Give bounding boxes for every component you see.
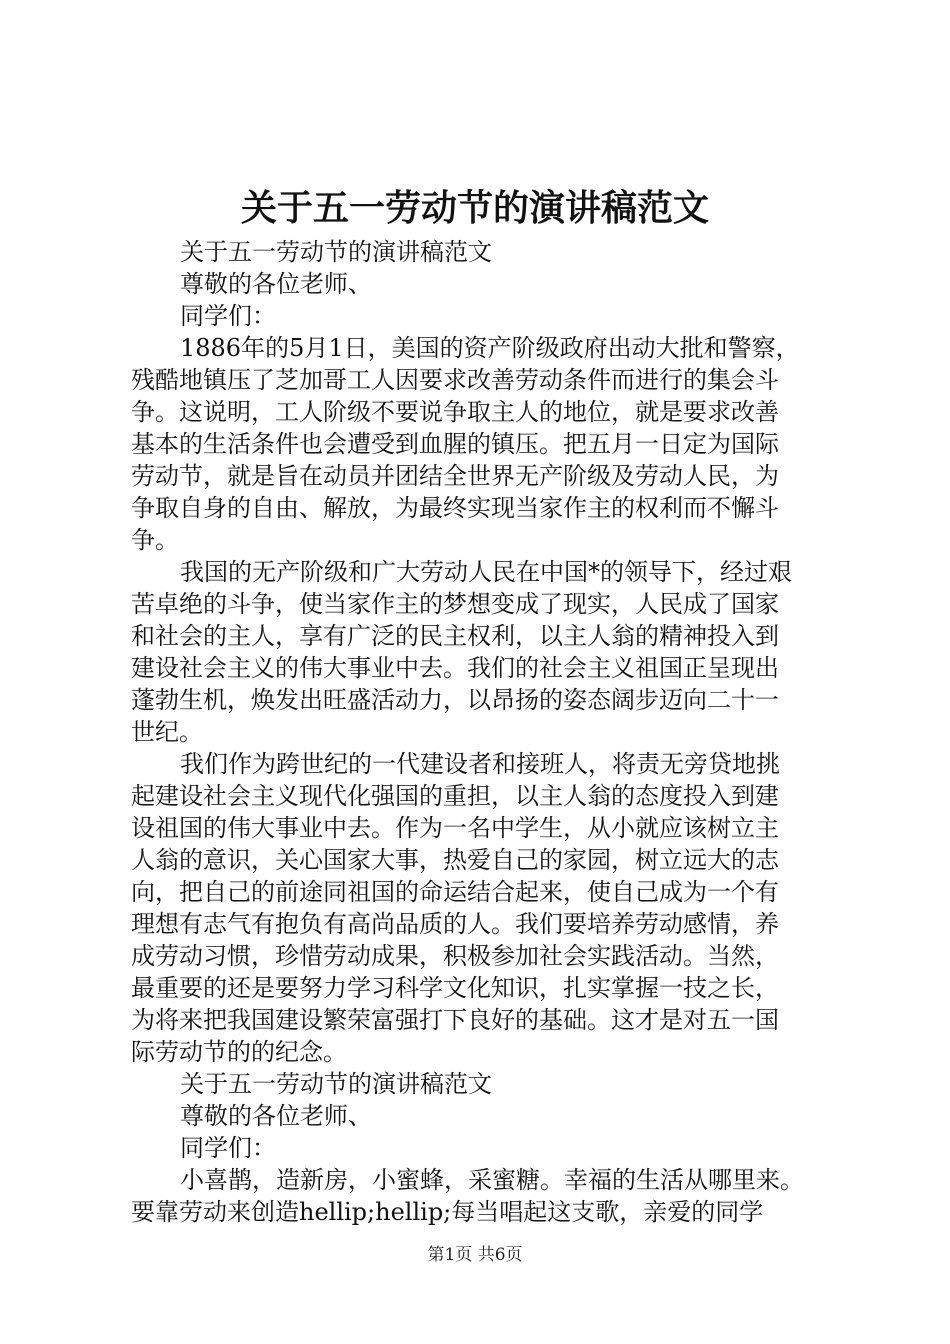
text-line: 我国的无产阶级和广大劳动人民在中国*的领导下，经过艰 [180,558,792,586]
text-line: 关于五一劳动节的演讲稿范文 [180,238,492,266]
text-line: 劳动节，就是旨在动员并团结全世界无产阶级及劳动人民，为 [131,462,779,490]
text-line: 1886年的5月1日，美国的资产阶级政府出动大批和警察， [180,334,800,362]
text-line: 最重要的还是要努力学习科学文化知识，扎实掌握一技之长， [131,974,779,1002]
text-line: 建设社会主义的伟大事业中去。我们的社会主义祖国正呈现出 [131,654,779,682]
text-line: 起建设社会主义现代化强国的重担，以主人翁的态度投入到建 [131,782,779,810]
text-line: 人翁的意识，关心国家大事，热爱自己的家园，树立远大的志 [131,846,779,874]
document-title: 关于五一劳动节的演讲稿范文 [240,187,709,229]
text-line: 争。 [131,526,179,554]
text-line: 小喜鹊，造新房，小蜜蜂，采蜜糖。幸福的生活从哪里来。 [180,1166,804,1194]
text-line: 关于五一劳动节的演讲稿范文 [180,1070,492,1098]
document-body [131,236,831,1228]
text-line: 我们作为跨世纪的一代建设者和接班人，将责无旁贷地挑 [180,750,780,778]
text-line: 成劳动习惯，珍惜劳动成果，积极参加社会实践活动。当然， [131,942,779,970]
text-line: 同学们： [180,302,276,330]
text-line: 和社会的主人，享有广泛的民主权利，以主人翁的精神投入到 [131,622,779,650]
text-line: 基本的生活条件也会遭受到血腥的镇压。把五月一日定为国际 [131,430,779,458]
text-line: 为将来把我国建设繁荣富强打下良好的基础。这才是对五一国 [131,1006,779,1034]
text-line: 苦卓绝的斗争，使当家作主的梦想变成了现实，人民成了国家 [131,590,779,618]
text-line: 设祖国的伟大事业中去。作为一名中学生，从小就应该树立主 [131,814,779,842]
text-line: 残酷地镇压了芝加哥工人因要求改善劳动条件而进行的集会斗 [131,366,779,394]
text-line: 同学们： [180,1134,276,1162]
text-line: 争取自身的自由、解放，为最终实现当家作主的权利而不懈斗 [131,494,779,522]
text-line: 际劳动节的的纪念。 [131,1038,347,1066]
text-line: 要靠劳动来创造hellip;hellip;每当唱起这支歌，亲爱的同学 [131,1198,764,1226]
page-footer: 第1页 共6页 [427,1245,523,1265]
text-line: 理想有志气有抱负有高尚品质的人。我们要培养劳动感情，养 [131,910,779,938]
text-line: 尊敬的各位老师、 [180,270,372,298]
text-line: 尊敬的各位老师、 [180,1102,372,1130]
text-line: 世纪。 [131,718,203,746]
text-line: 蓬勃生机，焕发出旺盛活动力，以昂扬的姿态阔步迈向二十一 [131,686,779,714]
text-line: 向，把自己的前途同祖国的命运结合起来，使自己成为一个有 [131,878,779,906]
text-line: 争。这说明，工人阶级不要说争取主人的地位，就是要求改善 [131,398,779,426]
